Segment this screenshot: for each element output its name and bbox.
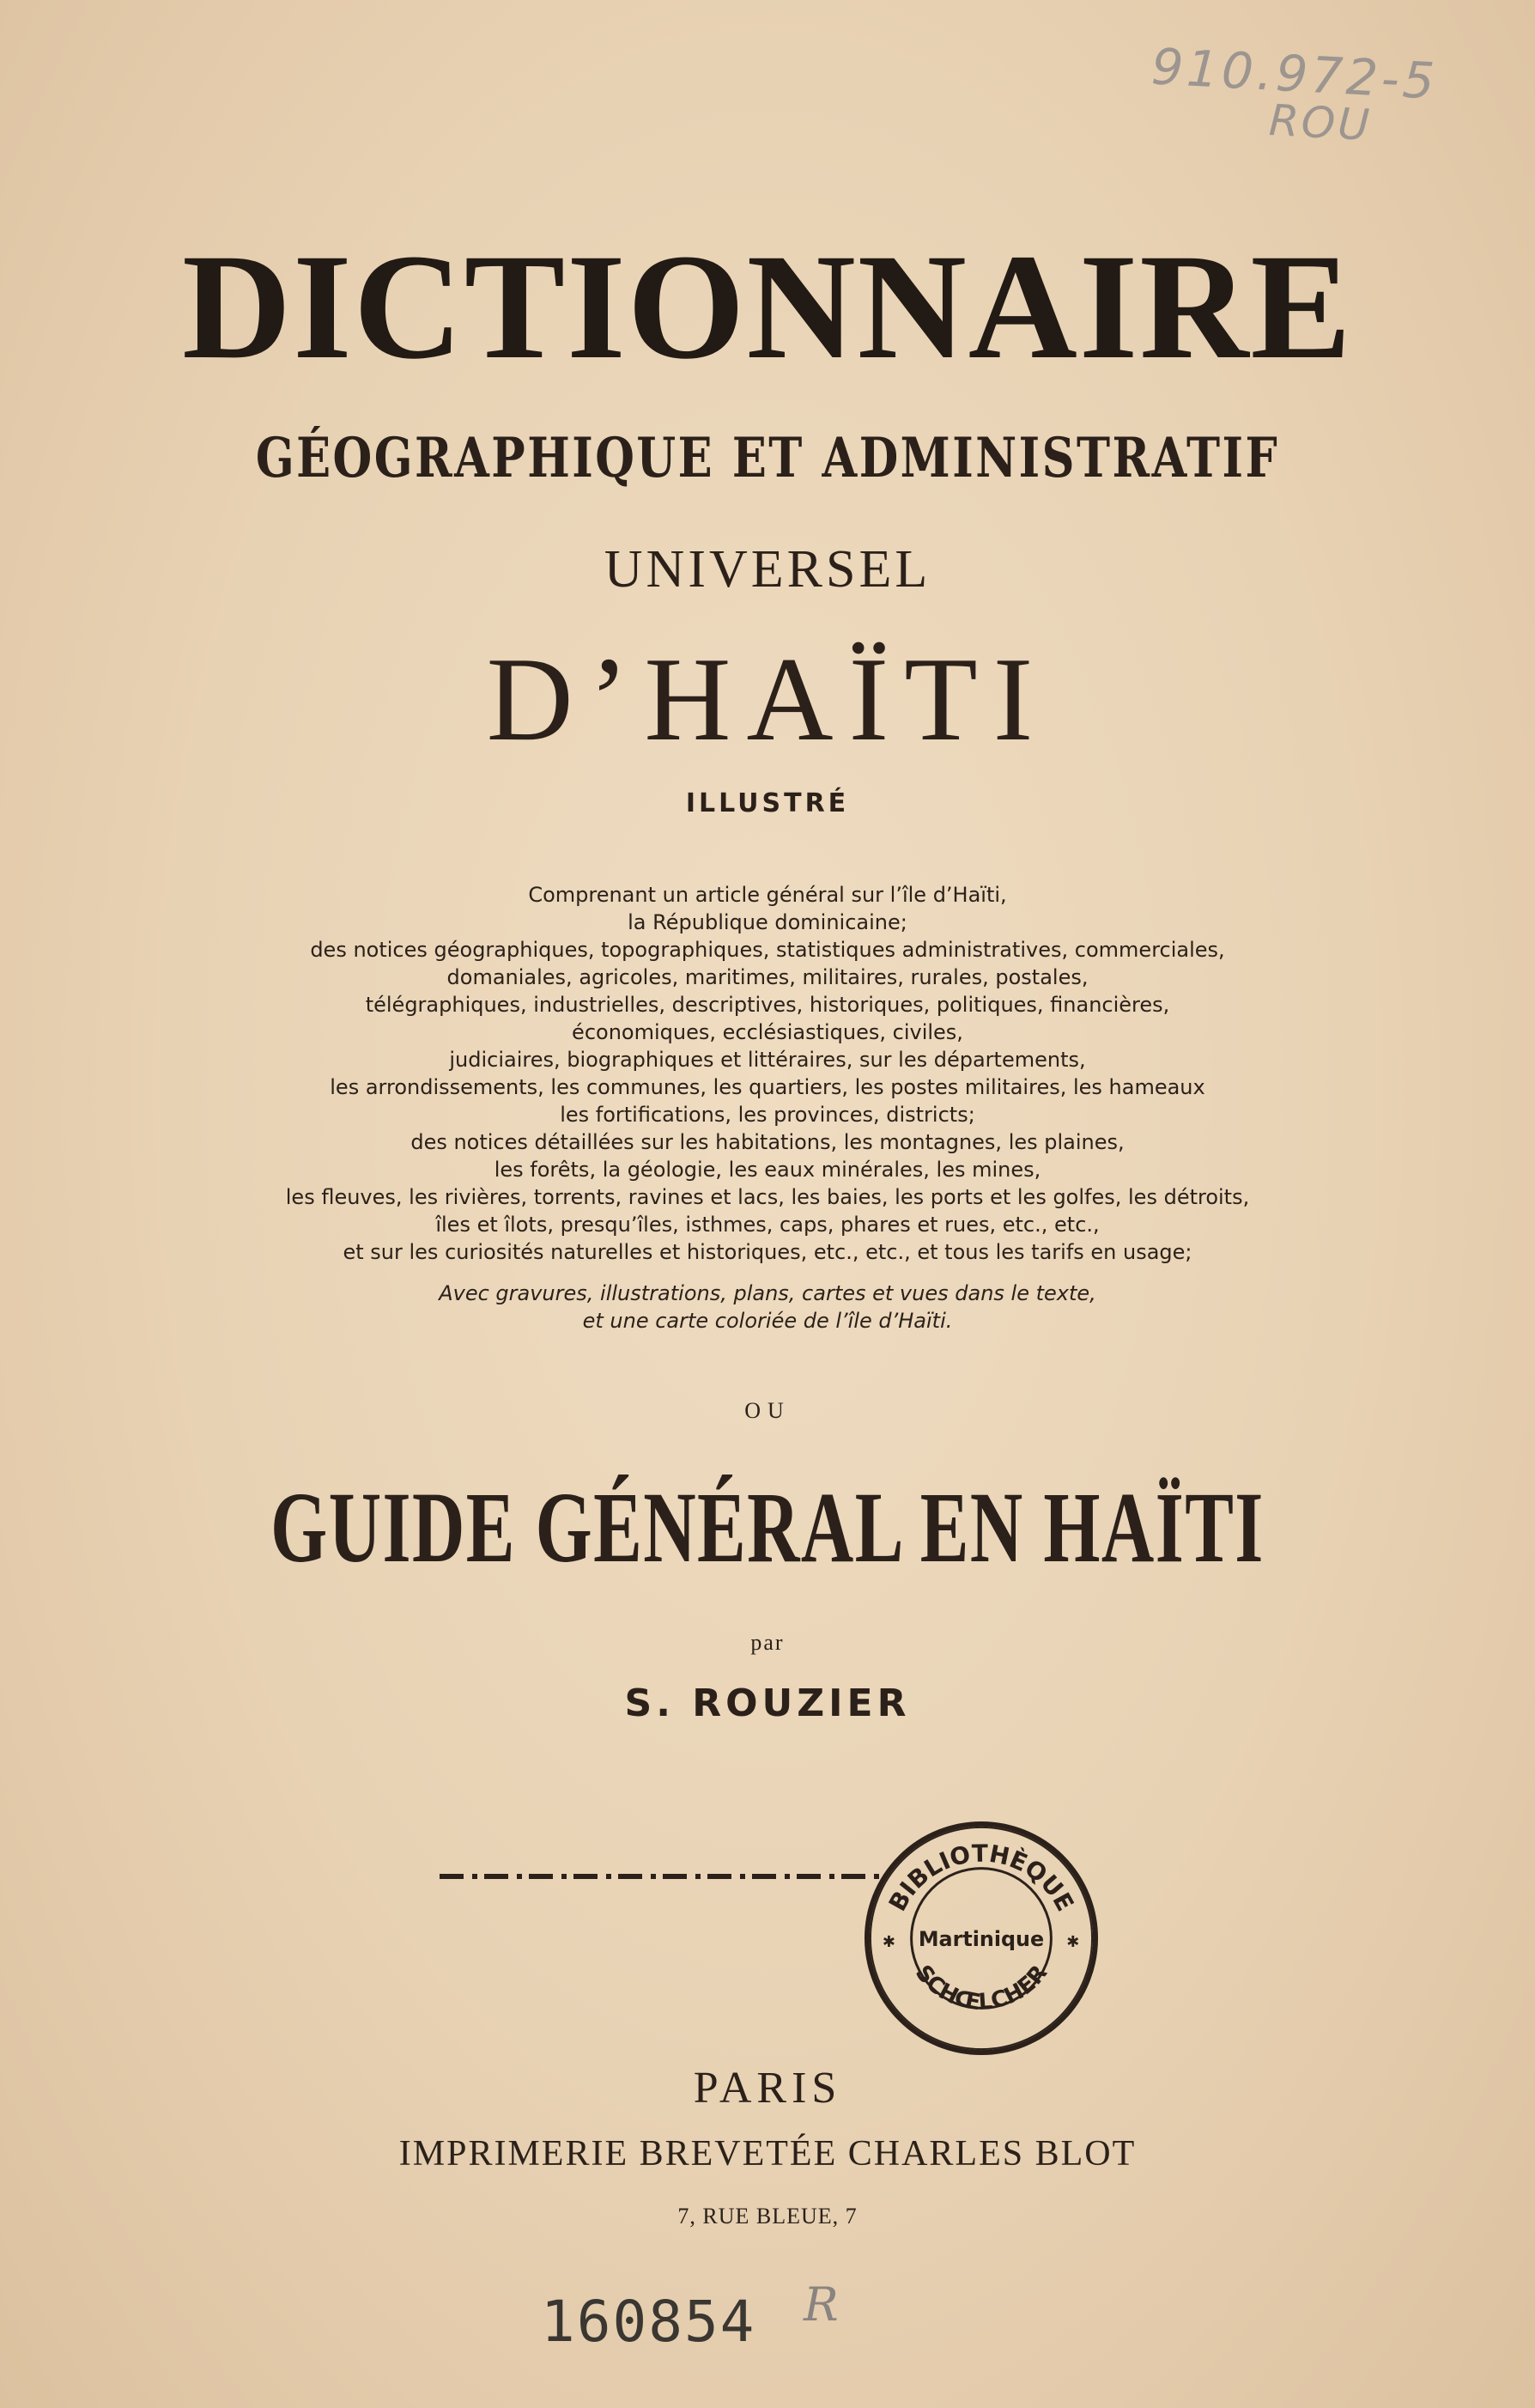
printer-address [0, 2204, 1535, 2229]
decorative-rule [440, 1874, 886, 1879]
description-line: Comprenant un article général sur l’île d’Haïti, [528, 883, 1007, 907]
description-line: des notices détaillées sur les habitations, les montagnes, les plaines, [410, 1130, 1125, 1154]
library-stamp [862, 1819, 1101, 2058]
call-number [1140, 37, 1449, 150]
description-line: des notices géographiques, topographiques, statistiques administratives, commerciales, [310, 938, 1225, 962]
description-line: les fleuves, les rivières, torrents, ravines et lacs, les baies, les ports et les golfes, les détroits, [285, 1185, 1250, 1209]
inventory-number: 160854 [541, 2289, 756, 2355]
author-name: S. ROUZIER [624, 1681, 911, 1725]
illustration-note [112, 1280, 1423, 1335]
description-line: la République dominicaine; [628, 910, 907, 934]
inventory-suffix: R [804, 2277, 839, 2332]
description-line: les forêts, la géologie, les eaux minérales, les mines, [494, 1158, 1041, 1182]
address-number2: 7 [845, 2204, 858, 2229]
subtitle-line2: UNIVERSEL [604, 540, 931, 599]
illustration-line: et une carte coloriée de l’île d’Haïti. [582, 1309, 953, 1333]
stamp-bottom-text: SCHŒLCHER [909, 1960, 1053, 2016]
description-line: économiques, ecclésiastiques, civiles, [572, 1020, 963, 1044]
city-name: PARIS [693, 2064, 842, 2113]
guide-title: GUIDE GÉNÉRAL EN HAÏTI [270, 1471, 1265, 1584]
ou-label: OU [744, 1398, 791, 1423]
par-label: par [750, 1630, 785, 1655]
description-block [112, 881, 1423, 1266]
description-line: télégraphiques, industrielles, descriptives, historiques, politiques, financières, [365, 993, 1170, 1017]
description-line: les fortifications, les provinces, districts; [560, 1103, 975, 1127]
description-line: judiciaires, biographiques et littéraires, sur les départements, [449, 1048, 1086, 1072]
address-street: RUE BLEUE, [702, 2204, 840, 2229]
subtitle-haiti: D’HAÏTI [486, 633, 1049, 766]
address-number: 7, [677, 2204, 696, 2229]
illustration-line: Avec gravures, illustrations, plans, cartes et vues dans le texte, [439, 1281, 1096, 1305]
printer-name: IMPRIMERIE BREVETÉE CHARLES BLOT [398, 2134, 1137, 2174]
description-line: et sur les curiosités naturelles et historiques, etc., etc., et tous les tarifs en usage; [343, 1240, 1192, 1264]
description-line: îles et îlots, presqu’îles, isthmes, caps, phares et rues, etc., etc., [435, 1213, 1100, 1237]
star-icon: ✱ [882, 1932, 895, 1951]
description-line: domaniales, agricoles, maritimes, militaires, rurales, postales, [446, 965, 1089, 989]
description-line: les arrondissements, les communes, les quartiers, les postes militaires, les hameaux [330, 1075, 1205, 1099]
call-number-line1: 910.972-5 [1150, 37, 1440, 111]
stamp-top-text: BIBLIOTHÈQUE [883, 1839, 1080, 1916]
star-icon: ✱ [1066, 1932, 1080, 1951]
stamp-center-text: Martinique [918, 1926, 1045, 1951]
illustre-label: ILLUSTRÉ [685, 788, 850, 818]
subtitle-line1: GÉOGRAPHIQUE ET ADMINISTRATIF [255, 426, 1280, 490]
main-title: DICTIONNAIRE [182, 223, 1353, 391]
call-number-line2: ROU [1267, 94, 1374, 150]
